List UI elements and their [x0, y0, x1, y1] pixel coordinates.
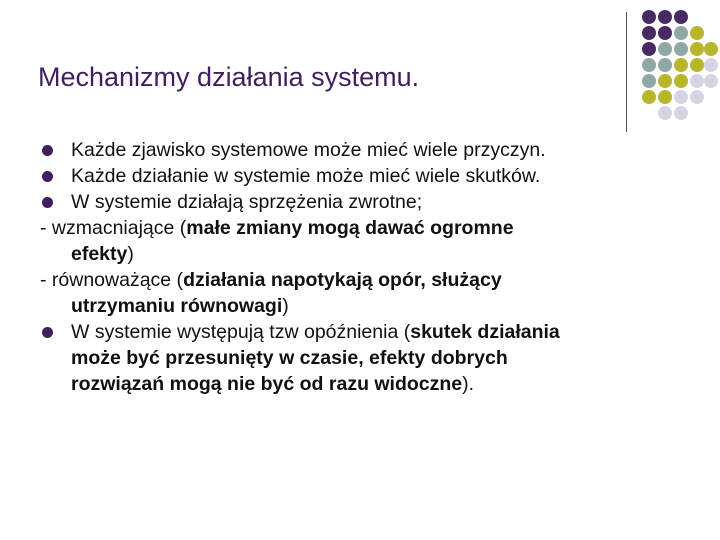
dash-text: - równoważące (: [40, 269, 184, 291]
decorative-dot: [674, 42, 688, 56]
page-title: Mechanizmy działania systemu.: [38, 62, 420, 92]
list-item-continuation: [40, 371, 700, 397]
decorative-dot: [704, 74, 718, 88]
decorative-dot: [674, 90, 688, 104]
bullet-icon: [42, 171, 53, 182]
list-item-dash: [40, 215, 700, 241]
decorative-dot: [658, 58, 672, 72]
emphasis-text: skutek działania: [410, 321, 560, 343]
decorative-dot: [642, 26, 656, 40]
decorative-dot: [690, 90, 704, 104]
decorative-dot: [642, 90, 656, 104]
decorative-dot: [642, 58, 656, 72]
slide-body: [40, 137, 700, 397]
decorative-dot: [674, 106, 688, 120]
decorative-dot: [674, 58, 688, 72]
decorative-dot: [658, 26, 672, 40]
divider-line: [626, 12, 627, 132]
decorative-dot: [704, 42, 718, 56]
bullet-icon: [42, 327, 53, 338]
bullet-text: Każde działanie w systemie może mieć wiele skutków.: [71, 165, 541, 187]
emphasis-text: może być przesunięty w czasie, efekty dobrych: [71, 347, 508, 369]
list-item: [40, 319, 700, 345]
decorative-dot: [690, 42, 704, 56]
list-item-dash: [40, 267, 700, 293]
bullet-text: W systemie działają sprzężenia zwrotne;: [71, 191, 423, 213]
decorative-dot: [704, 58, 718, 72]
decorative-dot: [674, 26, 688, 40]
emphasis-text: utrzymaniu równowagi: [71, 295, 283, 317]
decorative-dot: [658, 74, 672, 88]
decorative-dot: [658, 10, 672, 24]
decorative-dot: [674, 10, 688, 24]
list-item-continuation: [40, 293, 700, 319]
emphasis-text: efekty: [71, 243, 128, 265]
emphasis-text: małe zmiany mogą dawać ogromne: [186, 217, 514, 239]
decorative-dot: [690, 26, 704, 40]
decorative-dot: [658, 90, 672, 104]
decorative-dot-grid: [638, 10, 718, 122]
list-item-continuation: [40, 345, 700, 371]
list-item: [40, 189, 700, 215]
list-item: [40, 137, 700, 163]
emphasis-text: rozwiązań mogą nie być od razu widoczne: [71, 373, 463, 395]
decorative-dot: [658, 42, 672, 56]
dash-text: - wzmacniające (: [40, 217, 187, 239]
decorative-dot: [642, 74, 656, 88]
decorative-dot: [690, 58, 704, 72]
bullet-icon: [42, 145, 53, 156]
decorative-dot: [690, 74, 704, 88]
dash-text: ): [127, 243, 134, 265]
bullet-text: W systemie występują tzw opóźnienia (: [71, 321, 411, 343]
decorative-dot: [658, 106, 672, 120]
decorative-dot: [642, 10, 656, 24]
decorative-dot: [674, 74, 688, 88]
dash-text: ): [282, 295, 289, 317]
decorative-dot: [642, 42, 656, 56]
list-item: [40, 163, 700, 189]
emphasis-text: działania napotykają opór, służący: [183, 269, 502, 291]
list-item-continuation: [40, 241, 700, 267]
bullet-icon: [42, 197, 53, 208]
bullet-text: Każde zjawisko systemowe może mieć wiele przyczyn.: [71, 139, 546, 161]
bullet-text: ).: [462, 373, 475, 395]
